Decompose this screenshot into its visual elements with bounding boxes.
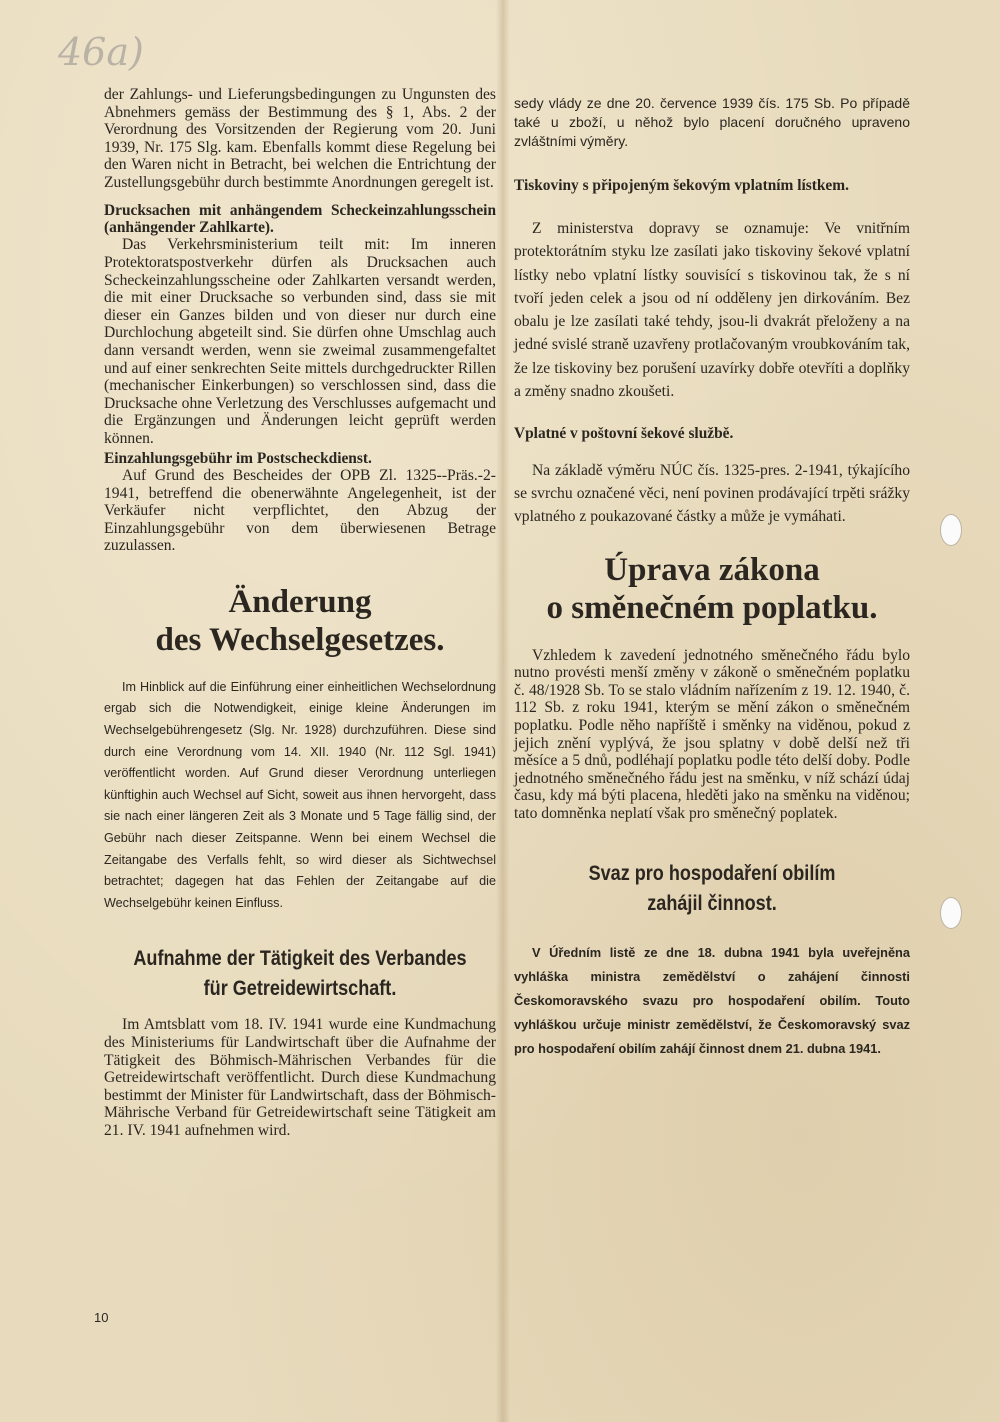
- left-title-getreidewirtschaft: [104, 944, 496, 1004]
- left-title-line: Änderung: [228, 583, 372, 620]
- left-title-line: für Getreidewirtschaft.: [203, 977, 397, 1001]
- right-paragraph-svaz-obili: V Úředním listě ze dne 18. dubna 1941 byla uveřejněna vyhláška ministra zemědělství o zahájení činnosti Českomoravského svazu pro hospodaření obilím. Touto vyhláškou určuje ministr zemědělství, že Českomoravský svaz pro hospodaření obilím zahájí činnost dnem 21. dubna 1941.: [514, 944, 910, 1056]
- right-title-svaz-obili: [514, 859, 910, 919]
- right-title-line: Svaz pro hospodaření obilím: [588, 861, 836, 885]
- right-heading-vplatne: Vplatné v poštovní šekové službě.: [514, 425, 734, 443]
- left-paragraph-wechselgesetz: Im Hinblick auf die Einführung einer einheitlichen Wechselordnung ergab sich die Notwendigkeit, einige kleine Änderungen im Wechselgebührengesetz (Slg. Nr. 1928) durchzuführen. Diese sind durch eine Verordnung vom 14. XII. 1940 (Nr. 112 Sgl. 1941) veröffentlicht worden. Auf Grund dieser Verordnung unterliegen künftighin auch Wechsel auf Sicht, soweit aus ihnen hervorgeht, dass sie nach einer längeren Zeit als 3 Monate und 5 Tage fällig sind, der Gebühr nach dieser Zeitspanne. Wenn bei einem Wechsel die Zeitangabe des Verfalls fehlt, so wird dieser als Sichtwechsel betrachtet; dagegen hat das Fehlen der Zeitangabe auf die Wechselgebühr keinen Einfluss.: [104, 679, 496, 910]
- left-intro-paragraph: der Zahlungs- und Lieferungsbedingungen zu Ungunsten des Abnehmers gemäss der Bestimmung des § 1, Abs. 2 der Verordnung des Vorsitzenden der Regierung vom 20. Juni 1939, Nr. 175 Slg. kam. Ebenfalls kommt diese Regelung bei den Waren nicht in Betracht, bei welchen die Entrichtung der Zustellungsgebühr durch bestimmte Anordnungen geregelt ist.: [104, 86, 496, 191]
- left-paragraph-drucksachen: Das Verkehrsministerium teilt mit: Im inneren Protektoratspostverkehr dürfen als Drucksachen auch Scheckeinzahlungsscheine oder Zahlkarten versandt werden, die mit einer Drucksache so verbunden sind, dass sie mit dieser ein Ganzes bilden und von dieser nur durch eine Durchlochung abgeteilt sind. Sie dürfen ohne Umschlag auch dann versandt werden, wenn sie zweimal zusammengefaltet und auf einer senkrechten Seite mittels durchgedruckter Rillen (mechanischer Einkerbungen) so verschlossen sind, dass die Drucksache ohne Verletzung des Verschlusses aufgemacht und die Ergänzungen und Änderungen leicht geprüft werden können.: [104, 236, 496, 447]
- right-paragraph-smenecny-poplatek: Vzhledem k zavedení jednotného směnečného řádu bylo nutno provésti menší změny v zákoně o směnečném poplatku č. 48/1928 Sb. To se stalo vládním nařízením z 19. 12. 1940, č. 112 Sb. z roku 1941, kterým se mění zákon o směnečném poplatku. Podle něho napříště i směnky na viděnou, pokud z jejich znění vyplývá, že jsou splatny v době delší než tři měsíce a 5 dnů, podléhají poplatku podle této delší doby. Podle jednotného směnečného řádu jest na směnku, v níž schází údaj času, kdy má býti placena, hleděti jako na směnku na viděnou; tato domněnka neplatí však pro směnečný poplatek.: [514, 646, 910, 823]
- page-number: 10: [94, 1310, 109, 1325]
- center-fold: [496, 0, 510, 1422]
- right-title-line: Úprava zákona: [604, 551, 820, 588]
- right-title-line: o směnečném poplatku.: [546, 589, 878, 626]
- right-intro-paragraph: sedy vlády ze dne 20. července 1939 čís. 175 Sb. Po případě také u zboží, u něhož bylo placení doručného upraveno zvláštními výměry.: [514, 95, 910, 149]
- right-heading-tiskoviny: Tiskoviny s připojeným šekovým vplatním lístkem.: [514, 177, 849, 194]
- right-title-smenecny-poplatek: [514, 551, 910, 627]
- punch-hole: [940, 514, 962, 546]
- left-title-line: des Wechselgesetzes.: [155, 621, 445, 658]
- left-title-line: Aufnahme der Tätigkeit des Verbandes: [133, 947, 467, 971]
- left-heading-einzahlungsgebuehr: Einzahlungsgebühr im Postscheckdienst.: [104, 449, 372, 467]
- handwritten-note: 46a): [58, 30, 144, 74]
- right-paragraph-vplatne: Na základě výměru NÚC čís. 1325-pres. 2-1941, týkajícího se svrchu označené věci, není povinen prodávající trpěti srážky vplatného z poukazované částky a může je vymáhati.: [514, 461, 910, 526]
- right-column: [514, 94, 910, 1061]
- left-heading-drucksachen: Drucksachen mit anhängendem Scheckeinzahlungsschein (anhängender Zahlkarte).: [104, 201, 496, 236]
- left-paragraph-einzahlungsgebuehr: Auf Grund des Bescheides der OPB Zl. 1325--Präs.-2-1941, betreffend die obenerwähnte Angelegenheit, ist der Verkäufer nicht verpflichtet, den Abzug der Einzahlungsgebühr von dem überwiesenen Betrage zuzulassen.: [104, 466, 496, 555]
- punch-hole: [940, 897, 962, 929]
- right-paragraph-tiskoviny: Z ministerstva dopravy se oznamuje: Ve vnitřním protektorátním styku lze zasílati jako tiskoviny šekové vplatní lístky nebo vplatní lístky souvisící s tiskovinou tak, že s ní tvoří jeden celek a jsou od ní odděleny jen dirkováním. Bez obalu je lze zasílati také tehdy, jsou-li dvakrát přeloženy a na jedné svislé straně uzavřeny protlačovaným vroubkováním tak, že lze tiskoviny bez porušení uzavírky dobře otevříti a doplňky a změny snadno zkoušeti.: [514, 220, 910, 401]
- right-title-line: zahájil činnost.: [647, 891, 777, 915]
- left-title-wechselgesetz: [104, 583, 496, 659]
- left-column: [104, 86, 496, 1140]
- left-paragraph-getreidewirtschaft: Im Amtsblatt vom 18. IV. 1941 wurde eine Kundmachung des Ministeriums für Landwirtschaft über die Aufnahme der Tätigkeit des Böhmisch-Mährischen Verbandes für die Getreidewirtschaft veröffentlicht. Durch diese Kundmachung bestimmt der Minister für Landwirtschaft, dass der Böhmisch-Mährische Verband für Getreidewirtschaft seine Tätigkeit am 21. IV. 1941 aufnehmen wird.: [104, 1016, 496, 1139]
